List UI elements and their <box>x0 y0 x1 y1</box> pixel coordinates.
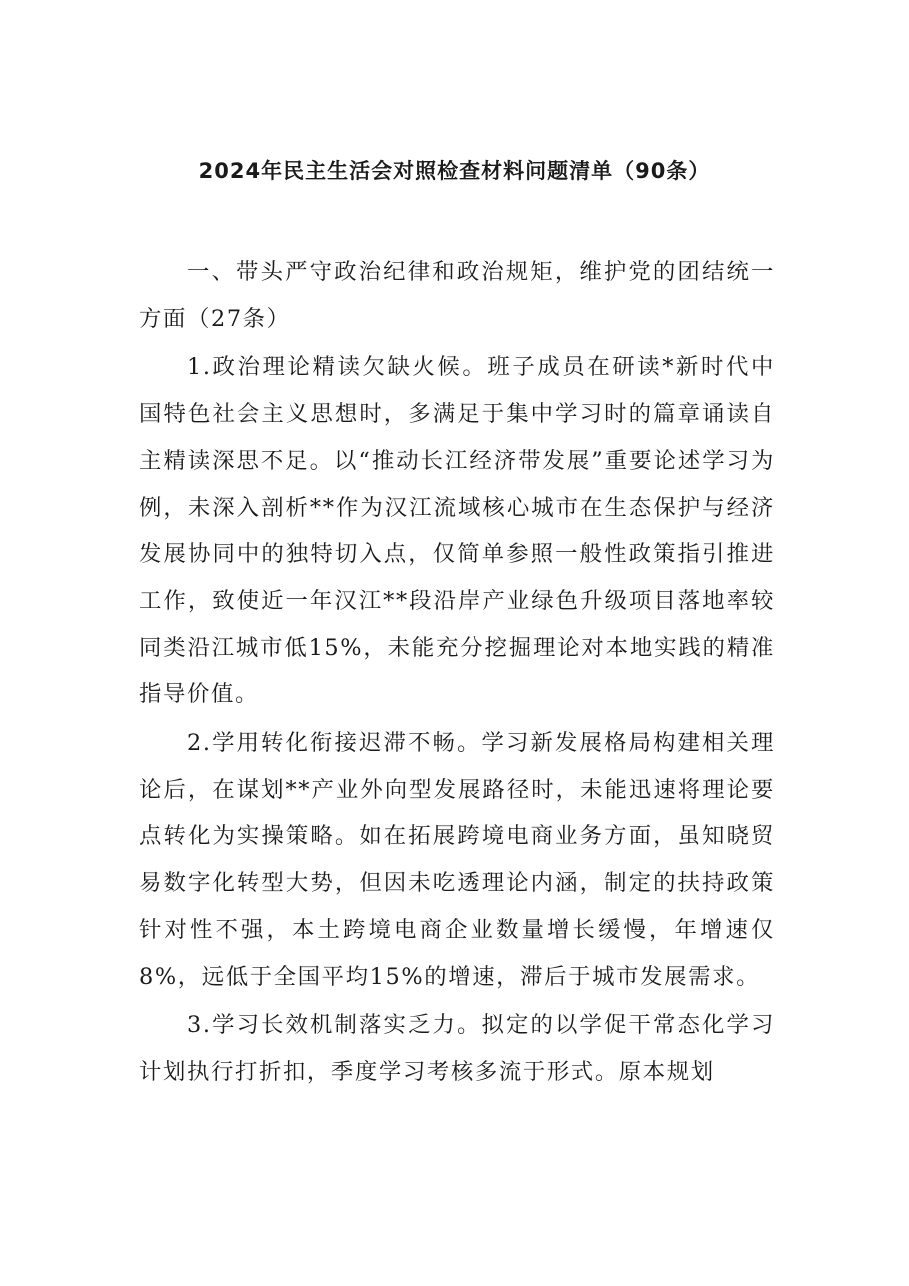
document-title: 2024年民主生活会对照检查材料问题清单（90条） <box>198 159 711 183</box>
section-heading: 一、带头严守政治纪律和政治规矩，维护党的团结统一方面（27条） <box>139 259 775 332</box>
list-item: 1.政治理论精读欠缺火候。班子成员在研读*新时代中国特色社会主义思想时，多满足于集中学习时的篇章诵读自主精读深思不足。以“推动长江经济带发展”重要论述学习为例，未深入剖析**作为汉江流域核心城市在生态保护与经济发展协同中的独特切入点，仅简单参照一般性政策指引推进工作，致使近一年汉江**段沿岸产业绿色升级项目落地率较同类沿江城市低15%，未能充分挖掘理论对本地实践的精准指导价值。 <box>139 354 775 708</box>
list-item: 3.学习长效机制落实乏力。拟定的以学促干常态化学习计划执行打折扣，季度学习考核多流于形式。原本规划 <box>139 1012 775 1085</box>
document-body <box>139 249 775 1098</box>
list-item: 2.学用转化衔接迟滞不畅。学习新发展格局构建相关理论后，在谋划**产业外向型发展路径时，未能迅速将理论要点转化为实操策略。如在拓展跨境电商业务方面，虽知晓贸易数字化转型大势，但因未吃透理论内涵，制定的扶持政策针对性不强，本土跨境电商企业数量增长缓慢，年增速仅8%，远低于全国平均15%的增速，滞后于城市发展需求。 <box>139 730 775 990</box>
